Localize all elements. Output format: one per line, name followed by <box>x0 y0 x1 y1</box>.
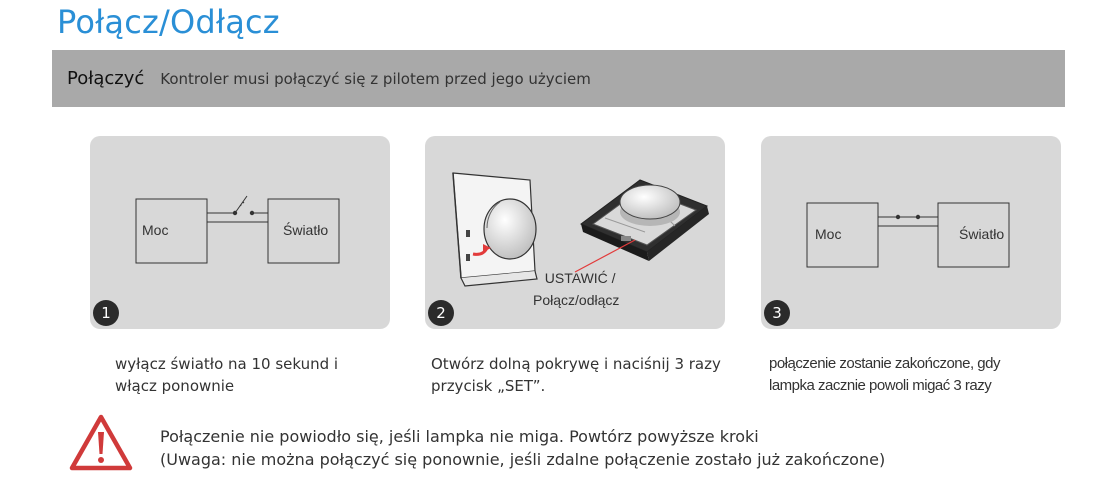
source-label: Moc <box>815 226 842 242</box>
set-button-callout <box>533 267 619 311</box>
caption-line: wyłącz światło na 10 sekund i <box>115 355 339 373</box>
step-2-panel <box>425 136 725 329</box>
page-title: Połącz/Odłącz <box>57 3 280 41</box>
warning-message <box>160 425 885 471</box>
callout-line-2: Połącz/odłącz <box>533 292 620 308</box>
step-number-badge: 3 <box>764 300 790 326</box>
caption-line: Otwórz dolną pokrywę i naciśnij 3 razy <box>431 355 721 373</box>
caption-line: przycisk „SET”. <box>431 377 546 395</box>
target-label: Światło <box>283 222 329 238</box>
caption-line: włącz ponownie <box>115 377 235 395</box>
step-2-caption <box>431 353 721 397</box>
section-banner <box>52 50 1065 107</box>
step-3-panel <box>761 136 1061 329</box>
step-number-badge: 2 <box>428 300 454 326</box>
warning-line-1: Połączenie nie powiodło się, jeśli lampka nie miga. Powtórz powyższe kroki <box>160 427 759 446</box>
caption-line: połączenie zostanie zakończone, gdy <box>769 355 1000 372</box>
warning-triangle-icon <box>69 412 133 472</box>
caption-line: lampka zacznie powoli migać 3 razy <box>769 377 992 394</box>
step-1-caption <box>115 353 338 397</box>
source-label: Moc <box>142 222 169 238</box>
target-label: Światło <box>959 226 1005 242</box>
step-3-caption <box>769 353 1000 397</box>
callout-line-1: USTAWIĆ / <box>544 270 616 286</box>
circuit-closed-diagram <box>761 136 1061 329</box>
step-1-panel <box>90 136 390 329</box>
step-number-badge: 1 <box>93 300 119 326</box>
circuit-open-diagram <box>90 136 390 329</box>
warning-line-2: (Uwaga: nie można połączyć się ponownie, jeśli zdalne połączenie zostało już zakończone) <box>160 450 886 469</box>
banner-description: Kontroler musi połączyć się z pilotem przed jego użyciem <box>160 69 591 88</box>
banner-heading: Połączyć <box>67 68 145 89</box>
